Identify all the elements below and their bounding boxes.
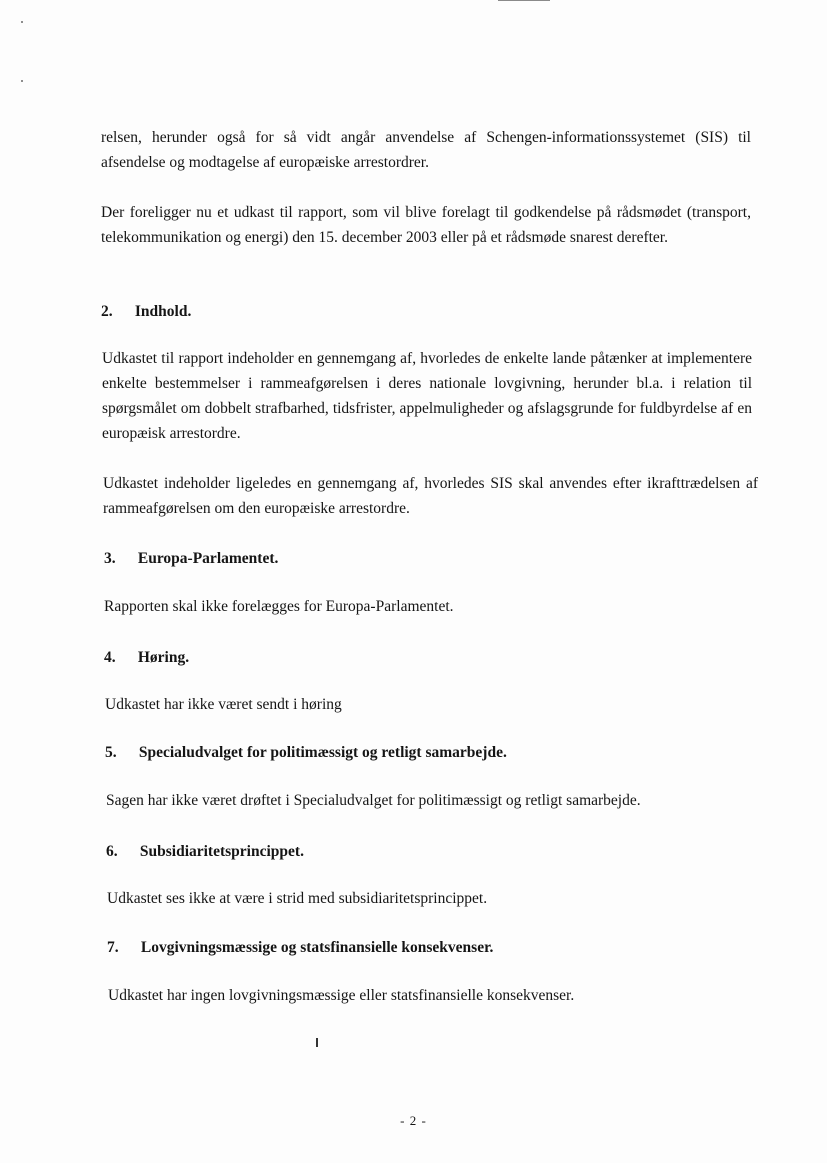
section-number: 3. (104, 550, 116, 567)
top-edge-rule (498, 0, 550, 1)
section-number: 6. (106, 843, 118, 860)
page-number: - 2 - (400, 1113, 427, 1128)
paragraph-draft-report: Der foreligger nu et udkast til rapport, som vil blive forelagt til godkendelse på rådsmødet (transport, telekommunikation og energi) den 15. december 2003 eller på et rådsmøde snarest derefter. (101, 204, 751, 246)
paragraph-sis-description: Udkastet indeholder ligeledes en gennemgang af, hvorledes SIS skal anvendes efter ikrafttrædelsen af rammeafgørelsen om den europæiske arrestordre. (103, 475, 758, 517)
paragraph-intro-continuation: relsen, herunder også for så vidt angår anvendelse af Schengen-informationssystemet (SIS) til afsendelse og modtagelse af europæiske arrestordrer. (101, 129, 751, 171)
section-title: Lovgivningsmæssige og statsfinansielle konsekvenser. (140, 939, 494, 956)
section-title: Subsidiaritetsprincippet. (139, 843, 304, 860)
paragraph-consultation: Udkastet har ikke været sendt i høring (105, 696, 342, 713)
section-number: 4. (104, 649, 116, 666)
scan-speck (21, 21, 23, 23)
section-title: Indhold. (134, 303, 192, 320)
section-heading-6 (106, 839, 304, 864)
section-heading-4 (104, 645, 189, 670)
section-heading-5 (105, 740, 507, 765)
scan-mark (316, 1038, 318, 1047)
section-title: Europa-Parlamentet. (137, 550, 279, 567)
section-number: 5. (105, 744, 117, 761)
paragraph-subsidiarity: Udkastet ses ikke at være i strid med subsidiaritetsprincippet. (107, 890, 488, 907)
section-title: Høring. (137, 649, 190, 666)
section-title: Specialudvalget for politimæssigt og retligt samarbejde. (138, 744, 507, 761)
paragraph-parliament: Rapporten skal ikke forelægges for Europa-Parlamentet. (104, 598, 454, 615)
scan-speck (21, 80, 23, 82)
section-number: 2. (101, 303, 113, 320)
paragraph-content-description: Udkastet til rapport indeholder en gennemgang af, hvorledes de enkelte lande påtænker at implementere enkelte bestemmelser i rammeafgørelsen i deres nationale lovgivning, herunder bl.a. i relation til spørgsmålet om dobbelt strafbarhed, tidsfrister, appelmuligheder og afslagsgrunde for fuldbyrdelse af en europæisk arrestordre. (102, 350, 752, 442)
paragraph-legal-consequences: Udkastet har ingen lovgivningsmæssige eller statsfinansielle konsekvenser. (108, 987, 575, 1004)
section-number: 7. (107, 939, 119, 956)
section-heading-2 (101, 299, 191, 324)
paragraph-special-committee: Sagen har ikke været drøftet i Specialudvalget for politimæssigt og retligt samarbejde. (106, 792, 641, 809)
section-heading-7 (107, 935, 493, 960)
section-heading-3 (104, 546, 278, 571)
